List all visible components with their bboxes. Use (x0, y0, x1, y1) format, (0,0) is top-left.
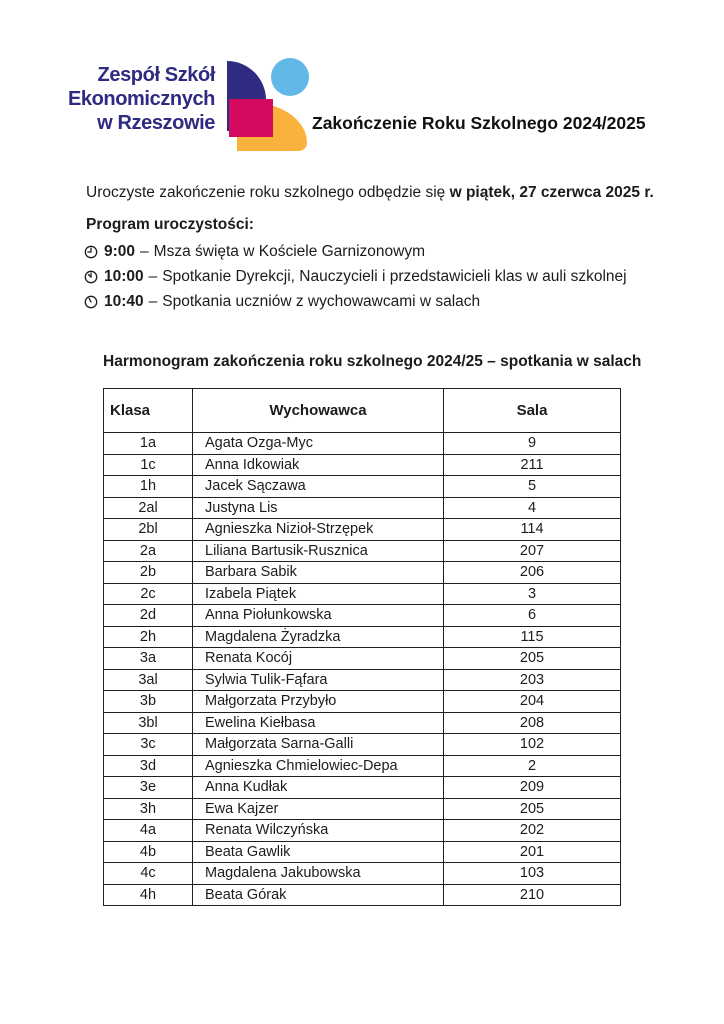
teacher-cell: Beata Gawlik (193, 841, 444, 863)
teacher-cell: Agnieszka Nizioł-Strzępek (193, 519, 444, 541)
room-cell: 103 (444, 863, 621, 885)
table-row (104, 777, 621, 799)
intro-text: Uroczyste zakończenie roku szkolnego odbędzie się (86, 184, 450, 201)
teacher-cell: Małgorzata Przybyło (193, 691, 444, 713)
teacher-cell: Liliana Bartusik-Rusznica (193, 540, 444, 562)
class-cell: 3b (104, 691, 193, 713)
class-cell: 4c (104, 863, 193, 885)
table-row (104, 562, 621, 584)
teacher-cell: Justyna Lis (193, 497, 444, 519)
room-cell: 208 (444, 712, 621, 734)
room-cell: 3 (444, 583, 621, 605)
program-item (84, 264, 627, 289)
table-row (104, 712, 621, 734)
table-row (104, 884, 621, 906)
room-cell: 207 (444, 540, 621, 562)
table-row (104, 669, 621, 691)
table-row (104, 605, 621, 627)
logo-text-line: Zespół Szkół (97, 64, 215, 86)
class-cell: 3c (104, 734, 193, 756)
table-row (104, 626, 621, 648)
class-cell: 3a (104, 648, 193, 670)
clock-icon (84, 295, 98, 309)
table-row (104, 863, 621, 885)
intro-date: w piątek, 27 czerwca 2025 r. (449, 184, 654, 201)
room-cell: 102 (444, 734, 621, 756)
table-row (104, 820, 621, 842)
program-item (84, 289, 627, 314)
table-row (104, 433, 621, 455)
room-cell: 205 (444, 648, 621, 670)
room-cell: 210 (444, 884, 621, 906)
table-row (104, 540, 621, 562)
class-cell: 2b (104, 562, 193, 584)
teacher-cell: Renata Wilczyńska (193, 820, 444, 842)
school-logo-text (52, 63, 215, 135)
table-row (104, 798, 621, 820)
table-row (104, 476, 621, 498)
table-row (104, 755, 621, 777)
teacher-cell: Sylwia Tulik-Fąfara (193, 669, 444, 691)
table-row (104, 519, 621, 541)
room-cell: 201 (444, 841, 621, 863)
program-text: Spotkanie Dyrekcji, Nauczycieli i przedstawicieli klas w auli szkolnej (162, 267, 627, 285)
teacher-cell: Beata Górak (193, 884, 444, 906)
teacher-cell: Małgorzata Sarna-Galli (193, 734, 444, 756)
schedule-table-body (104, 433, 621, 906)
clock-icon (84, 270, 98, 284)
room-cell: 204 (444, 691, 621, 713)
room-cell: 9 (444, 433, 621, 455)
class-cell: 3h (104, 798, 193, 820)
class-cell: 2bl (104, 519, 193, 541)
room-cell: 114 (444, 519, 621, 541)
table-row (104, 691, 621, 713)
program-dash: – (140, 242, 149, 260)
room-cell: 5 (444, 476, 621, 498)
table-row (104, 648, 621, 670)
class-cell: 2al (104, 497, 193, 519)
room-cell: 202 (444, 820, 621, 842)
logo-shape-blue-circle (271, 58, 309, 96)
class-cell: 4h (104, 884, 193, 906)
class-cell: 4b (104, 841, 193, 863)
room-cell: 6 (444, 605, 621, 627)
room-cell: 115 (444, 626, 621, 648)
program-heading: Program uroczystości: (86, 216, 254, 233)
class-cell: 2h (104, 626, 193, 648)
class-cell: 1c (104, 454, 193, 476)
program-dash: – (148, 267, 158, 285)
teacher-cell: Ewa Kajzer (193, 798, 444, 820)
table-header-row (104, 389, 621, 433)
program-time: 9:00 (104, 242, 136, 260)
room-cell: 203 (444, 669, 621, 691)
table-row (104, 497, 621, 519)
column-header-sala: Sala (444, 389, 621, 433)
room-cell: 211 (444, 454, 621, 476)
schedule-table (103, 388, 621, 906)
teacher-cell: Renata Kocój (193, 648, 444, 670)
table-row (104, 841, 621, 863)
room-cell: 209 (444, 777, 621, 799)
program-dash: – (148, 292, 158, 310)
teacher-cell: Anna Piołunkowska (193, 605, 444, 627)
clock-icon (84, 245, 98, 259)
class-cell: 3bl (104, 712, 193, 734)
teacher-cell: Jacek Sączawa (193, 476, 444, 498)
table-row (104, 454, 621, 476)
school-logo-mark (223, 58, 311, 160)
logo-shape-pink-square (229, 99, 273, 137)
class-cell: 3d (104, 755, 193, 777)
teacher-cell: Magdalena Żyradzka (193, 626, 444, 648)
class-cell: 3al (104, 669, 193, 691)
class-cell: 2a (104, 540, 193, 562)
teacher-cell: Ewelina Kiełbasa (193, 712, 444, 734)
teacher-cell: Agata Ozga-Myc (193, 433, 444, 455)
program-time: 10:00 (104, 267, 144, 285)
class-cell: 4a (104, 820, 193, 842)
room-cell: 206 (444, 562, 621, 584)
document-title: Zakończenie Roku Szkolnego 2024/2025 (312, 113, 646, 133)
room-cell: 205 (444, 798, 621, 820)
column-header-wychowawca: Wychowawca (193, 389, 444, 433)
program-time: 10:40 (104, 292, 144, 310)
program-text: Spotkania uczniów z wychowawcami w salach (162, 292, 481, 310)
logo-text-line: w Rzeszowie (97, 112, 215, 134)
teacher-cell: Barbara Sabik (193, 562, 444, 584)
column-header-klasa: Klasa (104, 389, 193, 433)
class-cell: 3e (104, 777, 193, 799)
teacher-cell: Agnieszka Chmielowiec-Depa (193, 755, 444, 777)
class-cell: 1a (104, 433, 193, 455)
class-cell: 1h (104, 476, 193, 498)
class-cell: 2d (104, 605, 193, 627)
program-list (84, 239, 627, 314)
room-cell: 2 (444, 755, 621, 777)
teacher-cell: Magdalena Jakubowska (193, 863, 444, 885)
program-text: Msza święta w Kościele Garnizonowym (153, 242, 425, 260)
class-cell: 2c (104, 583, 193, 605)
schedule-heading: Harmonogram zakończenia roku szkolnego 2024/25 – spotkania w salach (103, 353, 642, 370)
teacher-cell: Anna Kudłak (193, 777, 444, 799)
table-row (104, 734, 621, 756)
room-cell: 4 (444, 497, 621, 519)
teacher-cell: Anna Idkowiak (193, 454, 444, 476)
program-item (84, 239, 627, 264)
table-row (104, 583, 621, 605)
logo-text-line: Ekonomicznych (67, 88, 215, 110)
teacher-cell: Izabela Piątek (193, 583, 444, 605)
intro-paragraph (86, 183, 686, 203)
